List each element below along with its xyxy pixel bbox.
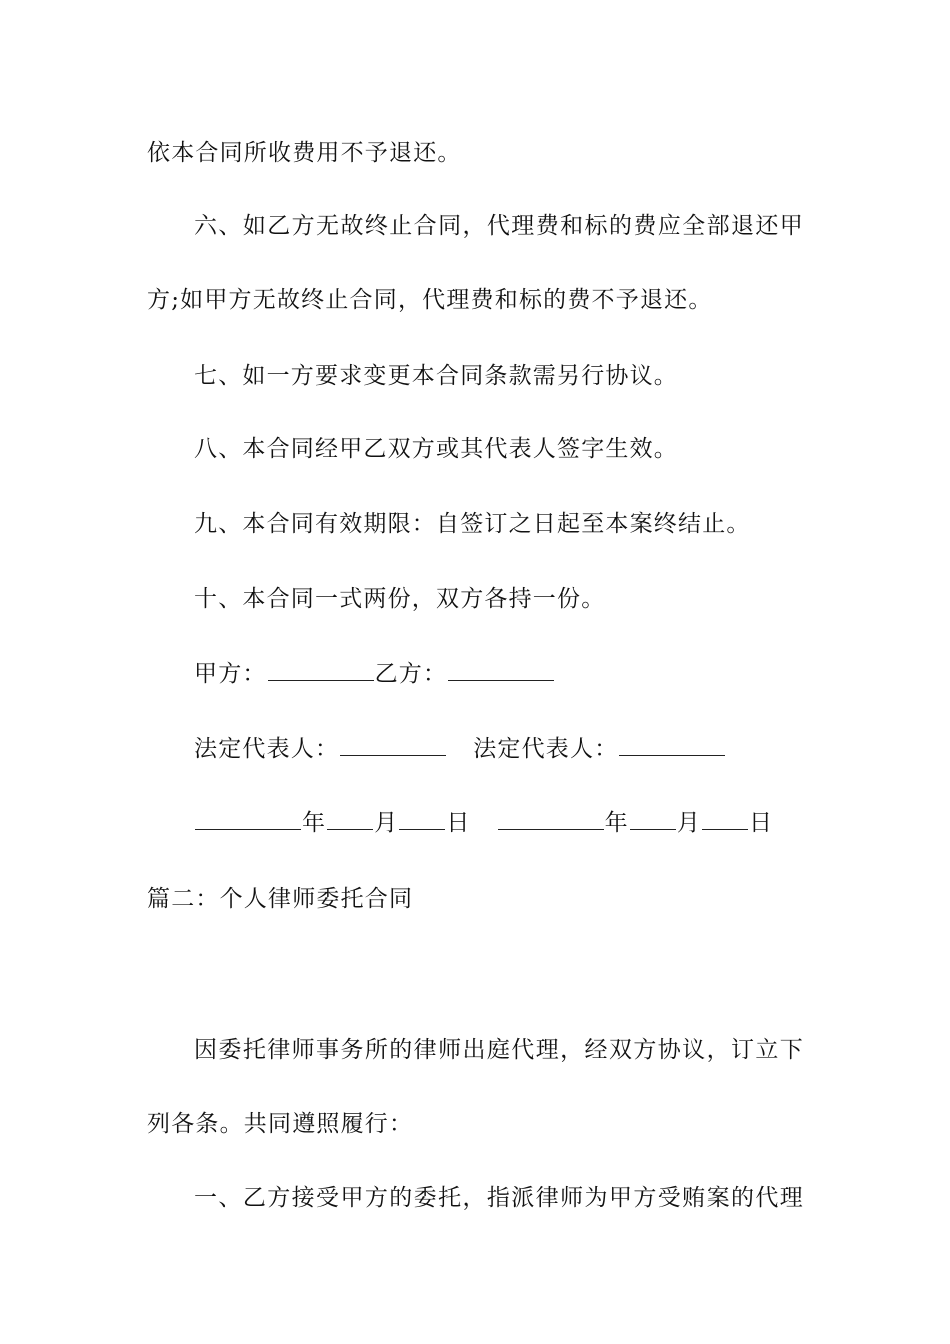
party-a-blank [268,662,374,681]
clause-ten: 十、本合同一式两份，双方各持一份。 [194,586,606,612]
intro-line-1: 因委托律师事务所的律师出庭代理，经双方协议，订立下 [194,1037,804,1063]
signature-legal-rep-row [194,734,726,764]
clause-six-line-1: 六、如乙方无故终止合同，代理费和标的费应全部退还甲 [194,213,804,239]
legal-rep-b-blank [619,737,725,756]
month-a-blank [327,811,373,830]
clause-nine: 九、本合同有效期限：自签订之日起至本案终结止。 [194,511,751,537]
section-title: 篇二：个人律师委托合同 [147,886,414,912]
day-a-label: 日 [446,810,471,836]
party-a-label: 甲方： [194,661,267,687]
month-b-label: 月 [676,810,702,836]
year-b-blank [498,811,604,830]
month-a-label: 月 [374,810,399,836]
legal-rep-a-blank [340,737,446,756]
clause-six-line-2: 方;如甲方无故终止合同，代理费和标的费不予退还。 [147,287,713,313]
signature-parties-row [194,659,555,689]
intro-line-2: 列各条。共同遵照履行： [147,1111,414,1137]
party-b-blank [448,662,554,681]
year-b-label: 年 [604,810,629,836]
year-a-label: 年 [302,810,327,836]
legal-rep-b-label: 法定代表人： [473,736,619,762]
clause-eight: 八、本合同经甲乙双方或其代表人签字生效。 [194,436,678,462]
clause-seven: 七、如一方要求变更本合同条款需另行协议。 [194,363,678,389]
clause-one-line-1: 一、乙方接受甲方的委托，指派律师为甲方受贿案的代理 [194,1185,804,1211]
day-b-blank [702,811,748,830]
month-b-blank [630,811,676,830]
party-b-label: 乙方： [374,661,448,687]
paragraph-line: 依本合同所收费用不予退还。 [147,140,462,166]
legal-rep-a-label: 法定代表人： [194,736,340,762]
day-b-label: 日 [749,810,774,836]
day-a-blank [399,811,445,830]
year-a-blank [195,811,301,830]
signature-date-row [194,808,773,838]
